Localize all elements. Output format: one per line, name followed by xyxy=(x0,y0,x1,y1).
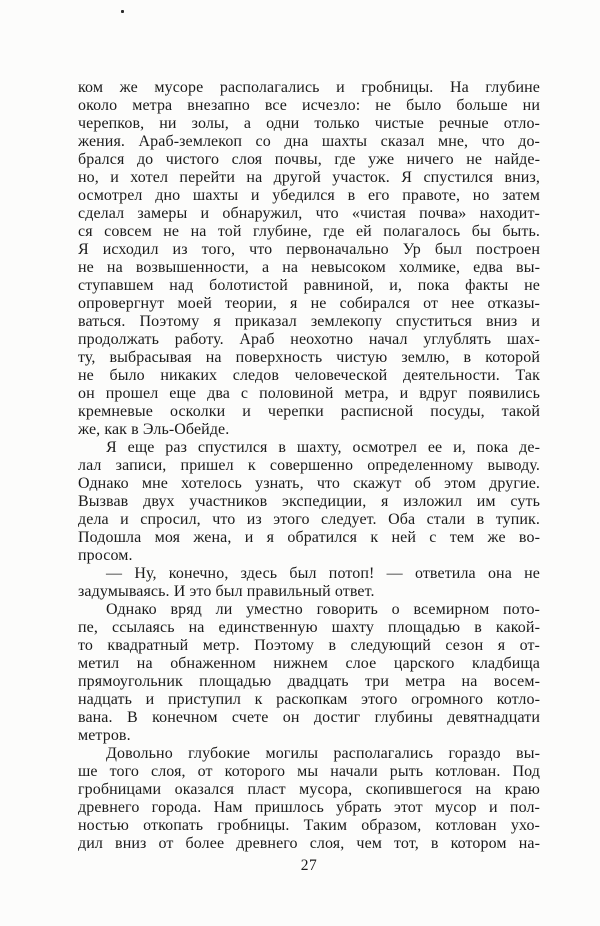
text-line: Однако мне хотелось узнать, что скажут об этом другие. xyxy=(78,475,540,492)
text-line: метил на обнаженном нижнем слое царского кладбища xyxy=(78,655,540,672)
text-line: кремневые осколки и черепки расписной посуды, такой xyxy=(78,403,540,420)
text-line: Я исходил из того, что первоначально Ур был построен xyxy=(78,241,540,258)
text-line: опровергнут моей теории, я не собирался от нее отказы- xyxy=(78,295,540,312)
text-line: древнего города. Нам пришлось убрать этот мусор и пол- xyxy=(78,799,540,816)
text-line: Я еще раз спустился в шахту, осмотрел ее и, пока де- xyxy=(106,439,540,456)
text-line: жения. Араб-землекоп со дна шахты сказал мне, что до- xyxy=(78,133,540,150)
text-line: задумываясь. И это был правильный ответ. xyxy=(78,583,375,600)
text-line: ностью откопать гробницы. Таким образом, котлован ухо- xyxy=(78,817,540,834)
text-line: он прошел еще два с половиной метра, и вдруг появились xyxy=(78,385,540,402)
text-line: Довольно глубокие могилы располагались гораздо вы- xyxy=(106,745,540,762)
text-line: брался до чистого слоя почвы, где уже ничего не найде- xyxy=(78,151,540,168)
text-line: осмотрел дно шахты и убедился в его правоте, но затем xyxy=(78,187,540,204)
text-line: ком же мусоре располагались и гробницы. На глубине xyxy=(78,79,540,96)
text-line: же, как в Эль-Обейде. xyxy=(78,421,230,438)
text-line: вана. В конечном счете он достиг глубины девятнадцати xyxy=(78,709,540,726)
text-line: но, и хотел перейти на другой участок. Я спустился вниз, xyxy=(78,169,540,186)
text-line: не было никаких следов человеческой деятельности. Так xyxy=(78,367,540,384)
text-block xyxy=(78,79,540,853)
text-line: гробницами оказался пласт мусора, скопившегося на краю xyxy=(78,781,540,798)
text-line: пе, ссылаясь на единственную шахту площадью в какой- xyxy=(78,619,540,636)
text-line: не на возвышенности, а на невысоком холмике, едва вы- xyxy=(78,259,540,276)
page-number: 27 xyxy=(300,857,318,874)
text-line: продолжать работу. Араб неохотно начал углублять шах- xyxy=(78,331,540,348)
text-line: — Ну, конечно, здесь был потоп! — ответила она не xyxy=(106,565,540,582)
text-line: лал записи, пришел к совершенно определенному выводу. xyxy=(78,457,540,474)
text-line: Подошла моя жена, и я обратился к ней с тем же во- xyxy=(78,529,540,546)
text-line: ступавшем над болотистой равниной, и, пока факты не xyxy=(78,277,540,294)
text-line: дела и спросил, что из этого следует. Оба стали в тупик. xyxy=(78,511,540,528)
text-line: около метра внезапно все исчезло: не было больше ни xyxy=(78,97,540,114)
ink-speck xyxy=(121,10,124,13)
text-line: черепков, ни золы, а одни только чистые речные отло- xyxy=(78,115,540,132)
text-line: просом. xyxy=(78,547,133,564)
text-line: прямоугольник площадью двадцать три метра на восем- xyxy=(78,673,540,690)
text-line: ваться. Поэтому я приказал землекопу спуститься вниз и xyxy=(78,313,540,330)
text-line: Однако вряд ли уместно говорить о всемирном пото- xyxy=(106,601,540,618)
text-line: дил вниз от более древнего слоя, чем тот, в котором на- xyxy=(78,835,540,852)
text-line: сделал замеры и обнаружил, что «чистая почва» находит- xyxy=(78,205,540,222)
text-line: надцать и приступил к раскопкам этого огромного котло- xyxy=(78,691,540,708)
text-line: ше того слоя, от которого мы начали рыть котлован. Под xyxy=(78,763,540,780)
text-line: ся совсем не на той глубине, где ей полагалось бы быть. xyxy=(78,223,540,240)
text-line: Вызвав двух участников экспедиции, я изложил им суть xyxy=(78,493,540,510)
text-line: то квадратный метр. Поэтому в следующий сезон я от- xyxy=(78,637,540,654)
text-line: метров. xyxy=(78,727,131,744)
text-line: ту, выбрасывая на поверхность чистую землю, в которой xyxy=(78,349,540,366)
